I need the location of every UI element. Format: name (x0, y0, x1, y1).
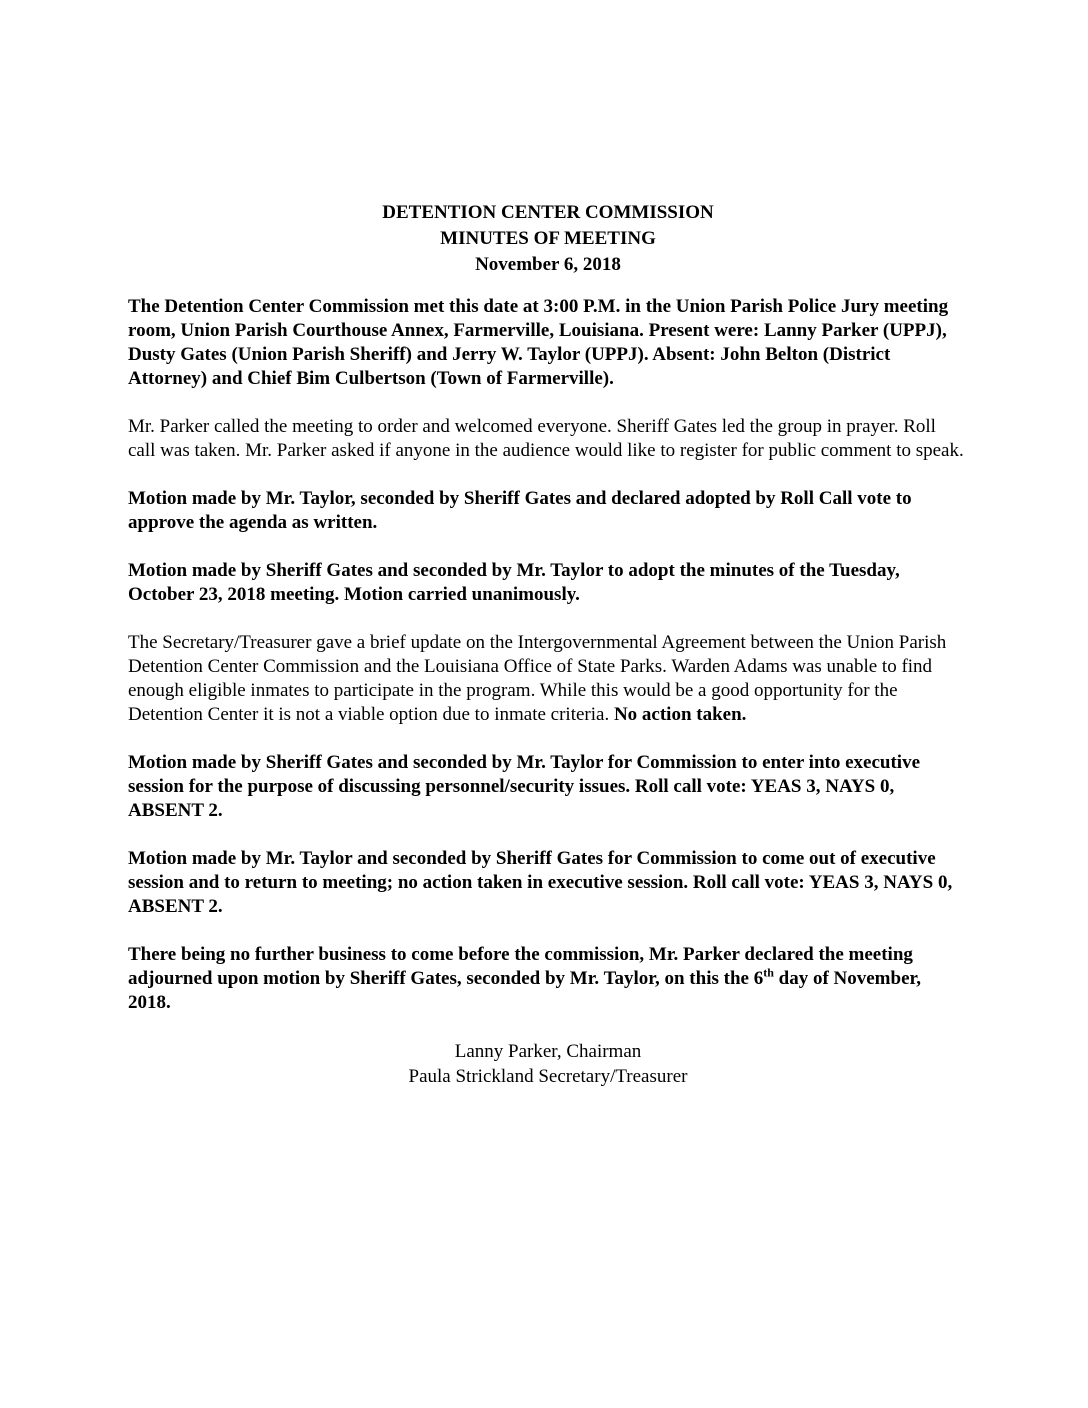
call-to-order-paragraph: Mr. Parker called the meeting to order and welcomed everyone. Sheriff Gates led the group in prayer. Roll call was taken. Mr. Parker asked if anyone in the audience would like to register for public comment to speak. (128, 416, 964, 461)
document-title: DETENTION CENTER COMMISSION (382, 202, 714, 223)
adjournment-superscript: th (763, 965, 774, 980)
adjournment-paragraph (128, 943, 968, 1015)
update-text: The Secretary/Treasurer gave a brief update on the Intergovernmental Agreement between the Union Parish Detention Center Commission and the Louisiana Office of State Parks. Warden Adams was unable to find enough eligible inmates to participate in the program. While this would be a good opportunity for the Detention Center it is not a viable option due to inmate criteria. (128, 632, 947, 725)
document-header (128, 200, 968, 278)
chairman-signature: Lanny Parker, Chairman (454, 1041, 642, 1062)
update-no-action: No action taken. (613, 704, 747, 725)
secretary-signature: Paula Strickland Secretary/Treasurer (408, 1066, 688, 1087)
motion-minutes-paragraph: Motion made by Sheriff Gates and seconded by Mr. Taylor to adopt the minutes of the Tuesday, October 23, 2018 meeting. Motion carried unanimously. (128, 560, 900, 605)
intro-paragraph: The Detention Center Commission met this date at 3:00 P.M. in the Union Parish Police Jury meeting room, Union Parish Courthouse Annex, Farmerville, Louisiana. Present were: Lanny Parker (UPPJ), Dusty Gates (Union Parish Sheriff) and Jerry W. Taylor (UPPJ). Absent: John Belton (District Attorney) and Chief Bim Culbertson (Town of Farmerville). (128, 296, 949, 389)
meeting-date: November 6, 2018 (475, 254, 621, 275)
document-subtitle: MINUTES OF MEETING (440, 228, 656, 249)
minutes-document (128, 200, 968, 1089)
motion-executive-exit-paragraph: Motion made by Mr. Taylor and seconded by Sheriff Gates for Commission to come out of executive session and to return to meeting; no action taken in executive session. Roll call vote: YEAS 3, NAYS 0, ABSENT 2. (128, 848, 953, 917)
motion-agenda-paragraph: Motion made by Mr. Taylor, seconded by Sheriff Gates and declared adopted by Roll Call vote to approve the agenda as written. (128, 488, 912, 533)
adjournment-text: There being no further business to come before the commission, Mr. Parker declared the meeting adjourned upon motion by Sheriff Gates, seconded by Mr. Taylor, on this the 6 (128, 944, 913, 989)
motion-executive-enter-paragraph: Motion made by Sheriff Gates and seconded by Mr. Taylor for Commission to enter into executive session for the purpose of discussing personnel/security issues. Roll call vote: YEAS 3, NAYS 0, ABSENT 2. (128, 752, 920, 821)
adjournment-text-end: day of November, 2018. (128, 968, 921, 1013)
update-paragraph (128, 631, 968, 727)
signature-block (128, 1039, 968, 1089)
